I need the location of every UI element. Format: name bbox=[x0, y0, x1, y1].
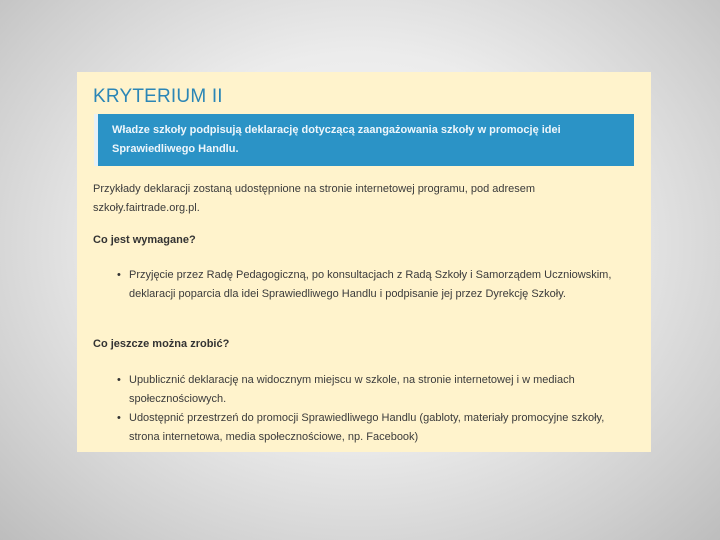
slide-card bbox=[77, 72, 651, 452]
section-heading-required: Co jest wymagane? bbox=[93, 234, 196, 246]
list-item: • Udostępnić przestrzeń do promocji Sprawiedliwego Handlu (gabloty, materiały promocyjne szkoły, strona internetowa, media społecznościowe, np. Facebook) bbox=[117, 409, 627, 447]
list-item: • Upublicznić deklarację na widocznym miejscu w szkole, na stronie internetowej i w mediach społecznościowych. bbox=[117, 371, 627, 409]
intro-paragraph: Przykłady deklaracji zostaną udostępnione na stronie internetowej programu, pod adresem szkoły.fairtrade.org.pl. bbox=[93, 183, 536, 214]
optional-list bbox=[117, 371, 627, 447]
list-item: • Przyjęcie przez Radę Pedagogiczną, po konsultacjach z Radą Szkoły i Samorządem Uczniowskim, deklaracji poparcia dla idei Sprawiedliwego Handlu i podpisanie jej przez Dyrekcję Szkoły. bbox=[117, 266, 627, 304]
banner-text: Władze szkoły podpisują deklarację dotyczącą zaangażowania szkoły w promocję idei Sprawiedliwego Handlu. bbox=[112, 124, 561, 155]
required-list bbox=[117, 266, 627, 304]
criterion-banner bbox=[94, 114, 634, 166]
slide-title: KRYTERIUM II bbox=[93, 86, 223, 107]
section-heading-optional: Co jeszcze można zrobić? bbox=[93, 338, 230, 350]
